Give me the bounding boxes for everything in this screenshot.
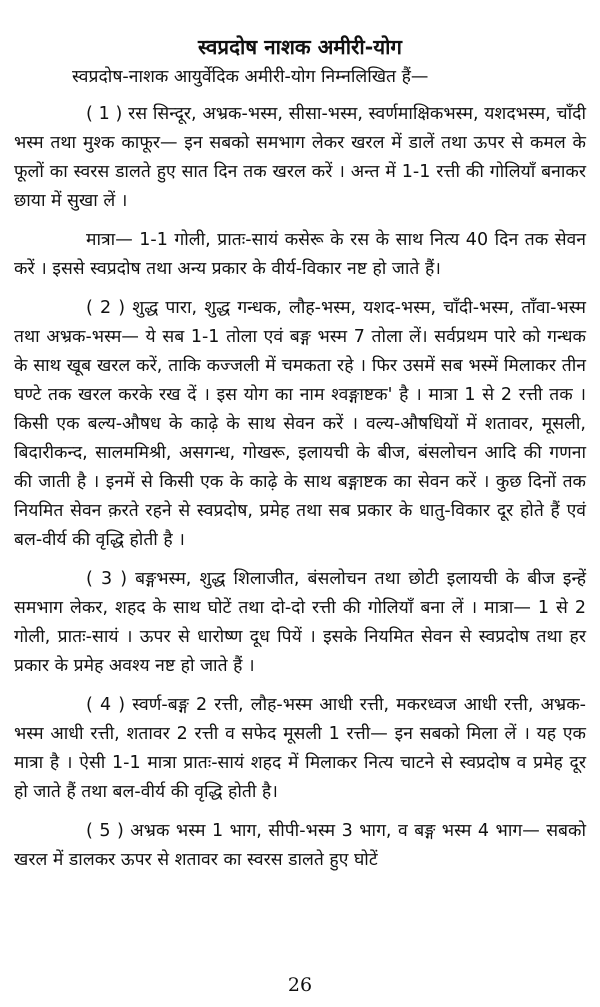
page-number: 26	[287, 974, 313, 996]
paragraph-recipe-5: ( 5 ) अभ्रक भस्म 1 भाग, सीपी-भस्म 3 भाग, व बङ्ग भस्म 4 भाग— सबको खरल में डालकर ऊपर से शतावर का स्वरस डालते हुए घोटें	[14, 821, 586, 870]
paragraph-recipe-2: ( 2 ) शुद्ध पारा, शुद्ध गन्धक, लौह-भस्म, यशद-भस्म, चाँदी-भस्म, ताँवा-भस्म तथा अभ्रक-भस्म— ये सब 1-1 तोला एवं बङ्ग भस्म 7 तोला लें। सर्वप्रथम पारे को गन्धक के साथ खूब खरल करें, ताकि कज्जली में चमकता रहे । फिर उसमें सब भस्में मिलाकर तीन घण्टे तक खरल करके रख दें । इस योग का नाम श्वङ्गाष्टक' है । मात्रा 1 से 2 रत्ती तक । किसी एक बल्य-औषध के काढ़े के साथ सेवन करें । वल्य-औषधियों में शतावर, मूसली, बिदारीकन्द, सालममिश्री, असगन्ध, गोखरू, इलायची के बीज, बंसलोचन आदि की गणना की जाती है । इनमें से किसी एक के काढ़े के साथ बङ्गाष्टक का सेवन करें । कुछ दिनों तक नियमित सेवन क़रते रहने से स्वप्रदोष, प्रमेह तथा सब प्रकार के धातु-विकार दूर होते हैं एवं बल-वीर्य की वृद्धि होती है ।	[14, 298, 586, 550]
paragraph-recipe-1: ( 1 ) रस सिन्दूर, अभ्रक-भस्म, सीसा-भस्म, स्वर्णमाक्षिकभस्म, यशदभस्म, चाँदी भस्म तथा मुश्क काफूर— इन सबको समभाग लेकर खरल में डालें तथा ऊपर से कमल के फूलों का स्वरस डालते हुए सात दिन तक खरल करें । अन्त में 1-1 रत्ती की गोलियाँ बनाकर छाया में सुखा लें ।	[14, 104, 586, 211]
paragraph-recipe-3: ( 3 ) बङ्गभस्म, शुद्ध शिलाजीत, बंसलोचन तथा छोटी इलायची के बीज इन्हें समभाग लेकर, शहद के साथ घोटें तथा दो-दो रत्ती की गोलियाँ बना लें । मात्रा— 1 से 2 गोली, प्रातः-सायं । ऊपर से धारोष्ण दूध पियें । इसके नियमित सेवन से स्वप्रदोष तथा हर प्रकार के प्रमेह अवश्य नष्ट हो जाते हैं ।	[14, 569, 586, 676]
page-title: स्वप्रदोष नाशक अमीरी-योग	[198, 35, 402, 59]
intro-line: स्वप्रदोष-नाशक आयुर्वेदिक अमीरी-योग निम्नलिखित हैं—	[72, 67, 429, 87]
paragraph-recipe-4: ( 4 ) स्वर्ण-बङ्ग 2 रत्ती, लौह-भस्म आधी रत्ती, मकरध्वज आधी रत्ती, अभ्रक-भस्म आधी रत्ती, शतावर 2 रत्ती व सफेद मूसली 1 रत्ती— इन सबको मिला लें । यह एक मात्रा है । ऐसी 1-1 मात्रा प्रातः-सायं शहद में मिलाकर नित्य चाटने से स्वप्रदोष व प्रमेह दूर हो जाते हैं तथा बल-वीर्य की वृद्धि होती है।	[14, 695, 586, 802]
paragraph-dosage-1: मात्रा— 1-1 गोली, प्रातः-सायं कसेरू के रस के साथ नित्य 40 दिन तक सेवन करें । इससे स्वप्रदोष तथा अन्य प्रकार के वीर्य-विकार नष्ट हो जाते हैं।	[14, 230, 586, 279]
